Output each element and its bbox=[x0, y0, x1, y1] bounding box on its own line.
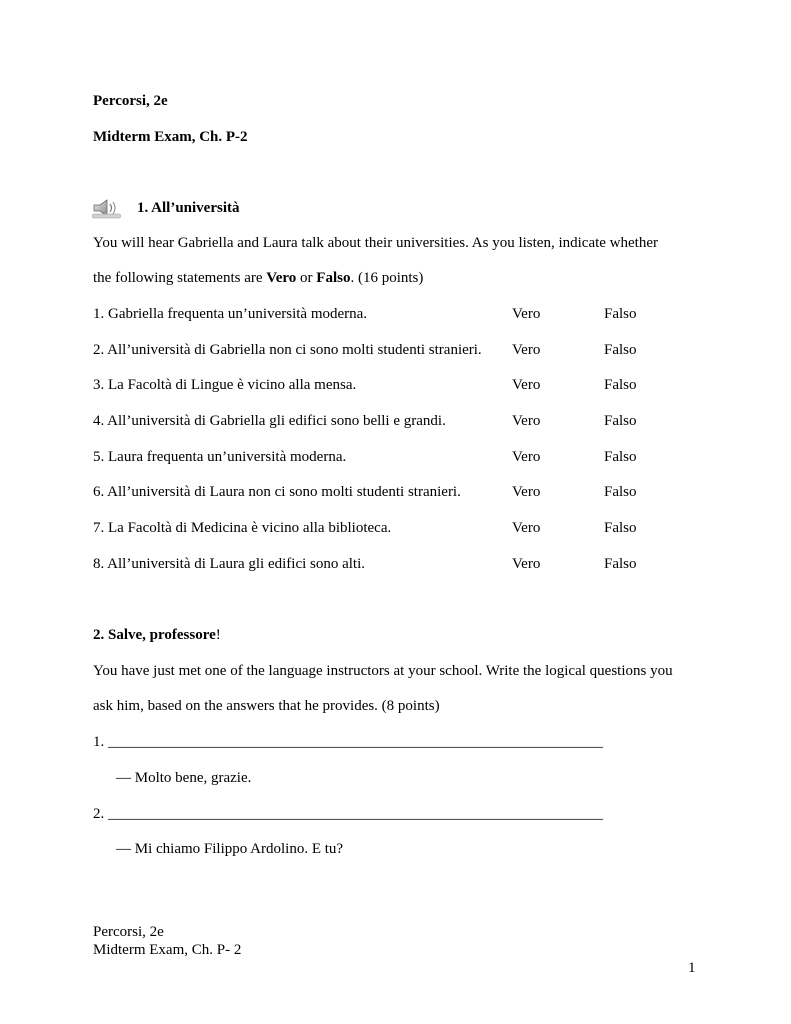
falso-option[interactable]: Falso bbox=[604, 306, 637, 322]
book-title: Percorsi, 2e bbox=[93, 93, 168, 109]
section1-instructions-line1: You will hear Gabriella and Laura talk about their universities. As you listen, indicate whether bbox=[93, 235, 658, 251]
page-number: 1 bbox=[688, 960, 696, 976]
falso-option[interactable]: Falso bbox=[604, 556, 637, 572]
points-text: . (16 points) bbox=[350, 270, 424, 286]
answer-1: — Molto bene, grazie. bbox=[116, 770, 252, 786]
statement-text: 8. All’università di Laura gli edifici sono alti. bbox=[93, 556, 366, 572]
section2-instructions-line2: ask him, based on the answers that he provides. (8 points) bbox=[93, 698, 440, 714]
statement-text: 4. All’università di Gabriella gli edifici sono belli e grandi. bbox=[93, 413, 446, 429]
question-blank-2[interactable]: 2. __________________________________________________________________ bbox=[93, 806, 603, 822]
vero-option[interactable]: Vero bbox=[512, 413, 541, 429]
instructions-text: the following statements are bbox=[93, 270, 267, 286]
falso-option[interactable]: Falso bbox=[604, 449, 637, 465]
falso-option[interactable]: Falso bbox=[604, 484, 637, 500]
falso-option[interactable]: Falso bbox=[604, 342, 637, 358]
vero-option[interactable]: Vero bbox=[512, 342, 541, 358]
falso-option[interactable]: Falso bbox=[604, 413, 637, 429]
statement-text: 3. La Facoltà di Lingue è vicino alla mensa. bbox=[93, 377, 357, 393]
section2-title-bold: 2. Salve, professore bbox=[93, 627, 216, 643]
statement-text: 2. All’università di Gabriella non ci sono molti studenti stranieri. bbox=[93, 342, 482, 358]
question-blank-1[interactable]: 1. __________________________________________________________________ bbox=[93, 734, 603, 750]
section2-title-tail: ! bbox=[215, 627, 221, 643]
section2-instructions-line1: You have just met one of the language instructors at your school. Write the logical questions you bbox=[93, 663, 673, 679]
vero-option[interactable]: Vero bbox=[512, 449, 541, 465]
statement-text: 5. Laura frequenta un’università moderna. bbox=[93, 449, 347, 465]
or-word: or bbox=[296, 270, 317, 286]
section2-title bbox=[93, 627, 221, 644]
vero-option[interactable]: Vero bbox=[512, 556, 541, 572]
falso-word: Falso bbox=[316, 270, 351, 286]
statement-text: 7. La Facoltà di Medicina è vicino alla biblioteca. bbox=[93, 520, 392, 536]
vero-word: Vero bbox=[266, 270, 297, 286]
footer-exam-title: Midterm Exam, Ch. P- 2 bbox=[93, 942, 242, 958]
falso-option[interactable]: Falso bbox=[604, 520, 637, 536]
vero-option[interactable]: Vero bbox=[512, 520, 541, 536]
speaker-icon bbox=[92, 197, 122, 219]
statement-text: 1. Gabriella frequenta un’università moderna. bbox=[93, 306, 368, 322]
answer-2: — Mi chiamo Filippo Ardolino. E tu? bbox=[116, 841, 344, 857]
statement-text: 6. All’università di Laura non ci sono molti studenti stranieri. bbox=[93, 484, 461, 500]
section1-title: 1. All’università bbox=[137, 200, 240, 216]
vero-option[interactable]: Vero bbox=[512, 306, 541, 322]
vero-option[interactable]: Vero bbox=[512, 484, 541, 500]
section1-instructions-line2 bbox=[93, 270, 423, 287]
vero-option[interactable]: Vero bbox=[512, 377, 541, 393]
footer-book-title: Percorsi, 2e bbox=[93, 924, 164, 940]
falso-option[interactable]: Falso bbox=[604, 377, 637, 393]
exam-title: Midterm Exam, Ch. P-2 bbox=[93, 129, 248, 145]
